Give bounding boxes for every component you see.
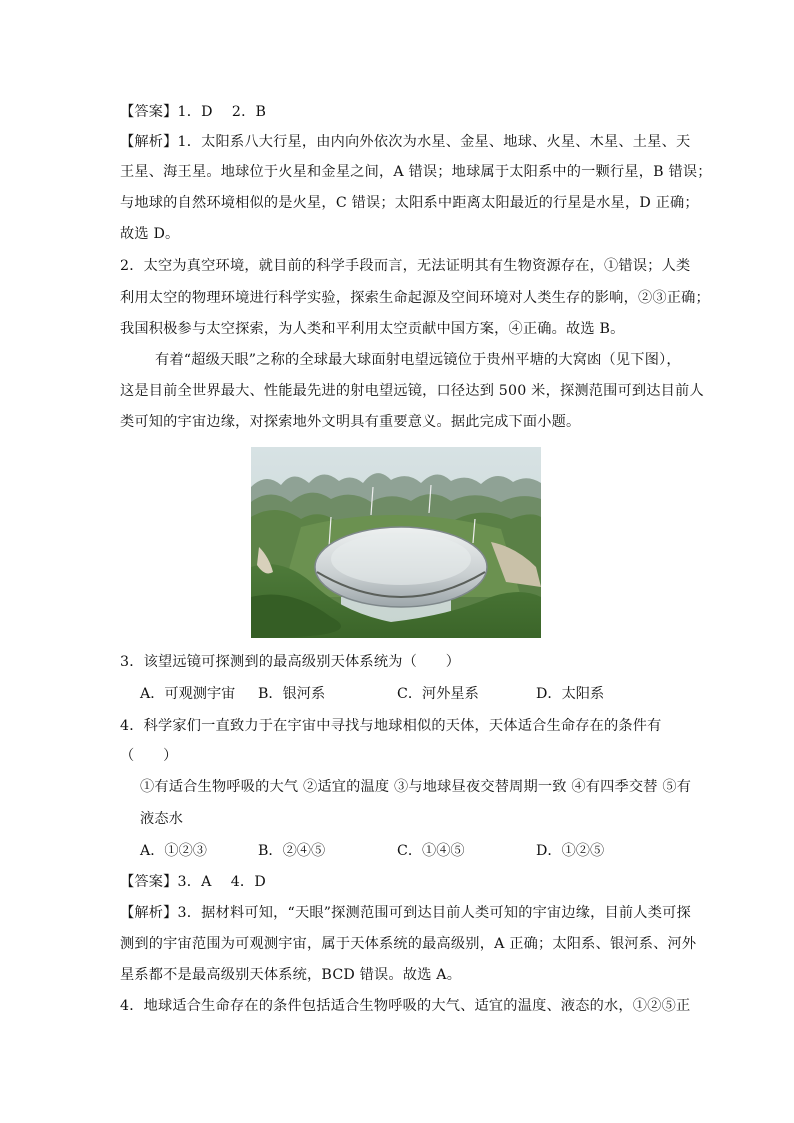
q3-option-c: C．河外星系 [397,686,479,702]
material-line-3: 类可知的宇宙边缘，对探索地外文明具有重要意义。据此完成下面小题。 [120,414,581,430]
analysis-2-line-3: 我国积极参与太空探索，为人类和平利用太空贡献中国方案，④正确。故选 B。 [120,321,625,337]
q4-option-b: B．②④⑤ [258,843,326,859]
q4-option-a: A．①②③ [140,843,207,859]
analysis-2-line-2: 利用太空的物理环境进行科学实验，探索生命起源及空间环境对人类生存的影响，②③正确； [120,290,710,306]
q4-option-c: C．①④⑤ [397,843,465,859]
analysis-1-line-1: 【解析】1．太阳系八大行星，由内向外依次为水星、金星、地球、火星、木星、土星、天 [120,134,691,150]
analysis-1-line-4: 故选 D。 [120,226,180,242]
question-4-line-2: （ ） [120,748,178,764]
q3-option-d: D．太阳系 [536,686,605,702]
material-line-1: 有着“超级天眼”之称的全球最大球面射电望远镜位于贵州平塘的大窝凼（见下图）， [155,352,681,368]
question-3: 3．该望远镜可探测到的最高级别天体系统为（ ） [120,654,461,670]
analysis-4-line-1: 4．地球适合生命存在的条件包括适合生物呼吸的大气、适宜的温度、液态的水，①②⑤正 [120,998,691,1014]
analysis-3-line-2: 测到的宇宙范围为可观测宇宙，属于天体系统的最高级别，A 正确；太阳系、银河系、河外 [120,936,697,952]
question-4-line-1: 4．科学家们一直致力于在宇宙中寻找与地球相似的天体，天体适合生命存在的条件有 [120,718,662,734]
analysis-3-line-1: 【解析】3．据材料可知，“天眼”探测范围可到达目前人类可知的宇宙边缘，目前人类可探 [120,905,691,921]
fast-telescope-photo [251,447,541,638]
q4-option-d: D．①②⑤ [536,843,605,859]
analysis-1-line-3: 与地球的自然环境相似的是火星，C 错误；太阳系中距离太阳最近的行星是水星，D 正确； [120,195,699,211]
answer-line-2: 【答案】3．A 4．D [120,874,266,890]
material-line-2: 这是目前全世界最大、性能最先进的射电望远镜，口径达到 500 米，探测范围可到达目前人 [120,383,704,399]
analysis-2-line-1: 2．太空为真空环境，就目前的科学手段而言，无法证明其有生物资源存在，①错误；人类 [120,258,691,274]
question-4-conditions-line-2: 液态水 [140,811,184,827]
analysis-1-line-2: 王星、海王星。地球位于火星和金星之间，A 错误；地球属于太阳系中的一颗行星，B 错误； [120,164,712,180]
analysis-3-line-3: 星系都不是最高级别天体系统，BCD 错误。故选 A。 [120,967,462,983]
q3-option-a: A．可观测宇宙 [140,686,236,702]
q3-option-b: B．银河系 [258,686,326,702]
answer-line-1: 【答案】1．D 2．B [120,104,267,120]
question-4-conditions-line-1: ①有适合生物呼吸的大气 ②适宜的温度 ③与地球昼夜交替周期一致 ④有四季交替 ⑤有 [140,779,692,795]
